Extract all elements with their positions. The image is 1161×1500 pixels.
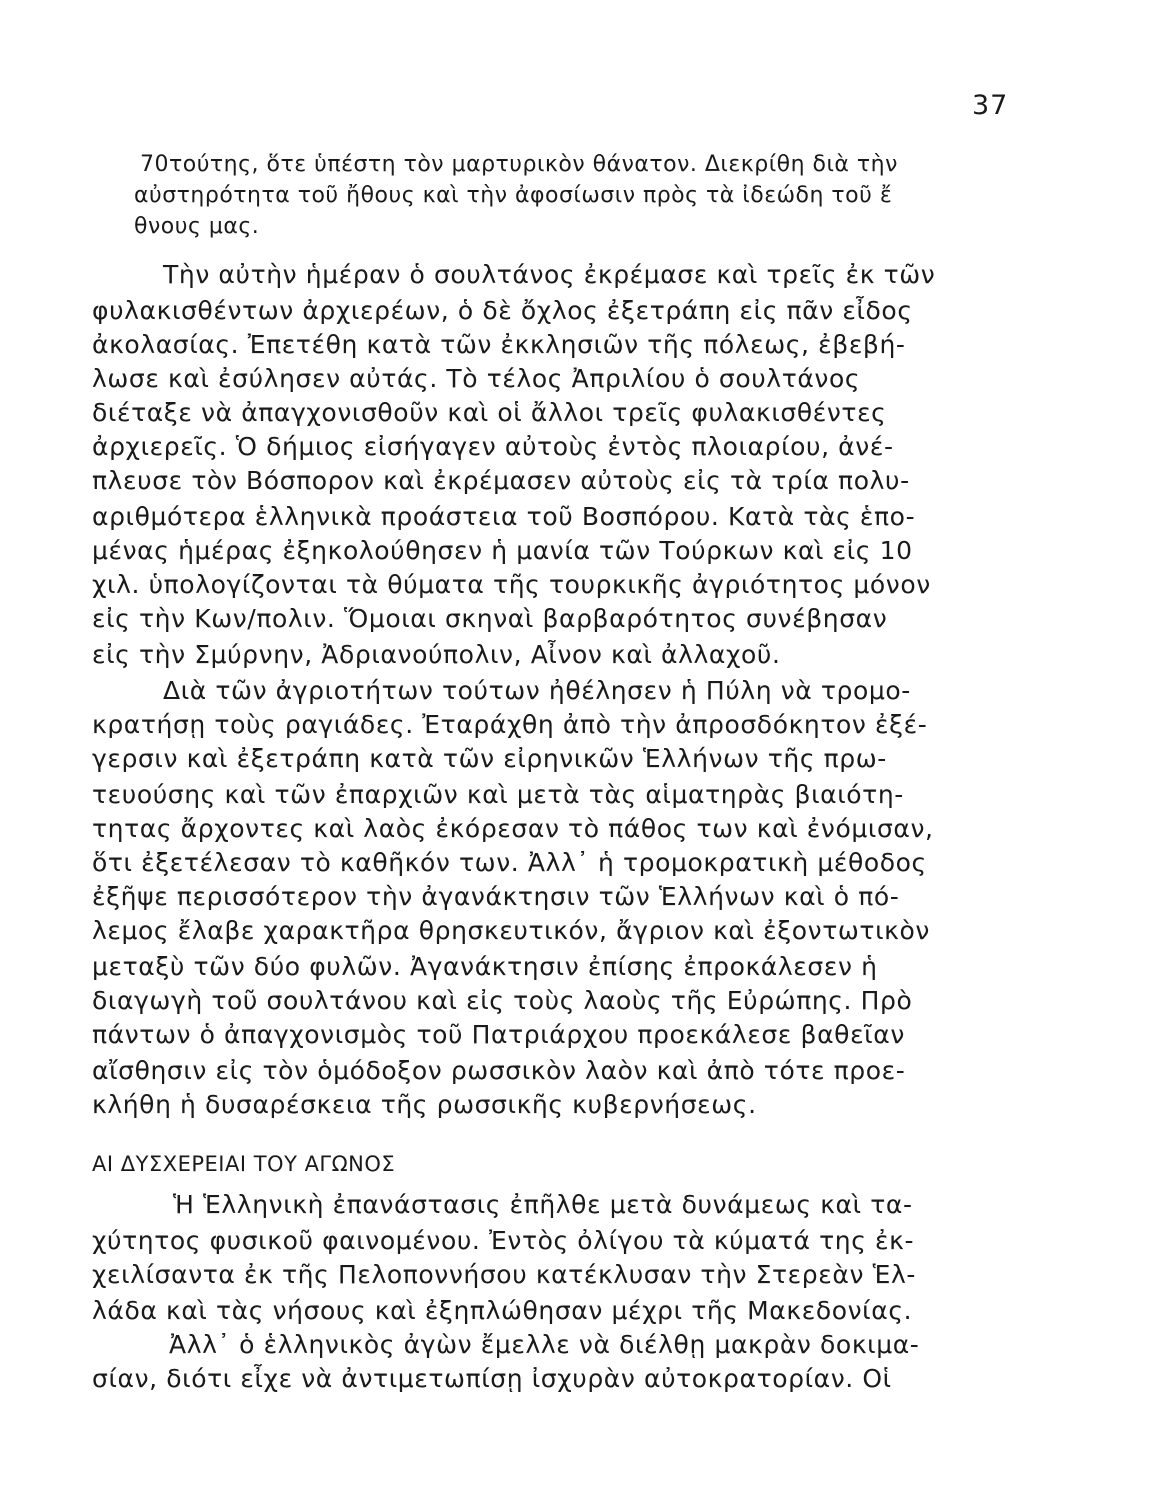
text-line: κρατήσῃ τοὺς ραγιάδες. Ἐταράχθη ἀπὸ τὴν ἀπροσδόκητον ἐξέ- xyxy=(92,710,928,739)
section-heading: ΑΙ ΔΥΣΧΕΡΕΙΑΙ ΤΟΥ ΑΓΩΝΟΣ xyxy=(92,1152,396,1176)
text-line: λεμος ἔλαβε χαρακτῆρα θρησκευτικόν, ἄγριον καὶ ἐξοντωτικὸν xyxy=(92,916,930,945)
text-line: τευούσης καὶ τῶν ἐπαρχιῶν καὶ μετὰ τὰς αἱματηρὰς βιαιότη- xyxy=(92,780,904,809)
text-line: πλευσε τὸν Βόσπορον καὶ ἐκρέμασεν αὐτοὺς εἰς τὰ τρία πολυ- xyxy=(92,466,910,495)
text-line: τητας ἄρχοντες καὶ λαὸς ἐκόρεσαν τὸ πάθος των καὶ ἐνόμισαν, xyxy=(92,814,934,843)
text-line: ἐξῆψε περισσότερον τὴν ἀγανάκτησιν τῶν Ἑλλήνων καὶ ὁ πό- xyxy=(92,882,900,911)
text-line: 70τούτης, ὅτε ὑπέστη τὸν μαρτυρικὸν θάνατον. Διεκρίθη διὰ τὴν xyxy=(140,152,898,177)
text-line: κλήθη ἡ δυσαρέσκεια τῆς ρωσσικῆς κυβερνήσεως. xyxy=(92,1090,757,1119)
page-number: 37 xyxy=(972,90,1009,121)
text-line: ἀρχιερεῖς. Ὁ δήμιος εἰσήγαγεν αὐτοὺς ἐντὸς πλοιαρίου, ἀνέ- xyxy=(92,432,894,461)
text-line: λωσε καὶ ἐσύλησεν αὐτάς. Τὸ τέλος Ἀπριλίου ὁ σουλτάνος xyxy=(92,364,861,393)
text-line: ὅτι ἐξετέλεσαν τὸ καθῆκόν των. Ἀλλ᾽ ἡ τρομοκρατικὴ μέθοδος xyxy=(92,848,927,877)
text-line: χιλ. ὑπολογίζονται τὰ θύματα τῆς τουρκικῆς ἀγριότητος μόνον xyxy=(92,570,931,599)
text-line: διέταξε νὰ ἀπαγχονισθοῦν καὶ οἱ ἄλλοι τρεῖς φυλακισθέντες xyxy=(92,398,887,427)
text-line: πάντων ὁ ἀπαγχονισμὸς τοῦ Πατριάρχου προεκάλεσε βαθεῖαν xyxy=(92,1020,905,1049)
text-line: αἴσθησιν εἰς τὸν ὁμόδοξον ρωσσικὸν λαὸν καὶ ἀπὸ τότε προε- xyxy=(92,1056,906,1085)
text-line: αὐστηρότητα τοῦ ἤθους καὶ τὴν ἀφοσίωσιν πρὸς τὰ ἰδεώδη τοῦ ἔ xyxy=(134,183,893,208)
text-line: διαγωγὴ τοῦ σουλτάνου καὶ εἰς τοὺς λαοὺς τῆς Εὐρώπης. Πρὸ xyxy=(92,986,913,1015)
text-line: χειλίσαντα ἐκ τῆς Πελοποννήσου κατέκλυσαν τὴν Στερεὰν Ἑλ- xyxy=(92,1260,916,1289)
text-line: Διὰ τῶν ἀγριοτήτων τούτων ἠθέλησεν ἡ Πύλη νὰ τρομο- xyxy=(163,676,911,705)
text-line: μεταξὺ τῶν δύο φυλῶν. Ἀγανάκτησιν ἐπίσης ἐπροκάλεσεν ἡ xyxy=(92,952,878,981)
text-line: σίαν, διότι εἶχε νὰ ἀντιμετωπίσῃ ἰσχυρὰν αὐτοκρατορίαν. Οἱ xyxy=(92,1364,892,1393)
text-line: λάδα καὶ τὰς νήσους καὶ ἐξηπλώθησαν μέχρι τῆς Μακεδονίας. xyxy=(92,1296,913,1325)
text-line: γερσιν καὶ ἐξετράπη κατὰ τῶν εἰρηνικῶν Ἑλλήνων τῆς πρω- xyxy=(92,744,887,773)
text-line: χύτητος φυσικοῦ φαινομένου. Ἐντὸς ὀλίγου τὰ κύματά της ἐκ- xyxy=(92,1226,915,1255)
text-line: ἀκολασίας. Ἐπετέθη κατὰ τῶν ἐκκλησιῶν τῆς πόλεως, ἐβεβή- xyxy=(92,330,906,359)
text-line: εἰς τὴν Σμύρνην, Ἀδριανούπολιν, Αἶνον καὶ ἀλλαχοῦ. xyxy=(92,640,781,669)
text-line: εἰς τὴν Κων/πολιν. Ὅμοιαι σκηναὶ βαρβαρότητος συνέβησαν xyxy=(92,604,888,633)
text-line: φυλακισθέντων ἀρχιερέων, ὁ δὲ ὄχλος ἐξετράπη εἰς πᾶν εἶδος xyxy=(92,296,913,325)
text-line: Τὴν αὐτὴν ἡμέραν ὁ σουλτάνος ἐκρέμασε καὶ τρεῖς ἐκ τῶν xyxy=(163,260,936,289)
text-line: Ἀλλ᾽ ὁ ἑλληνικὸς ἀγὼν ἔμελλε νὰ διέλθῃ μακρὰν δοκιμα- xyxy=(169,1330,920,1359)
text-line: αριθμότερα ἑλληνικὰ προάστεια τοῦ Βοσπόρου. Κατὰ τὰς ἑπο- xyxy=(92,502,916,531)
text-line: μένας ἡμέρας ἐξηκολούθησεν ἡ μανία τῶν Τούρκων καὶ εἰς 10 xyxy=(92,536,913,565)
text-line: Ἡ Ἑλληνικὴ ἐπανάστασις ἐπῆλθε μετὰ δυνάμεως καὶ τα- xyxy=(173,1190,913,1219)
text-line: θνους μας. xyxy=(134,214,260,239)
